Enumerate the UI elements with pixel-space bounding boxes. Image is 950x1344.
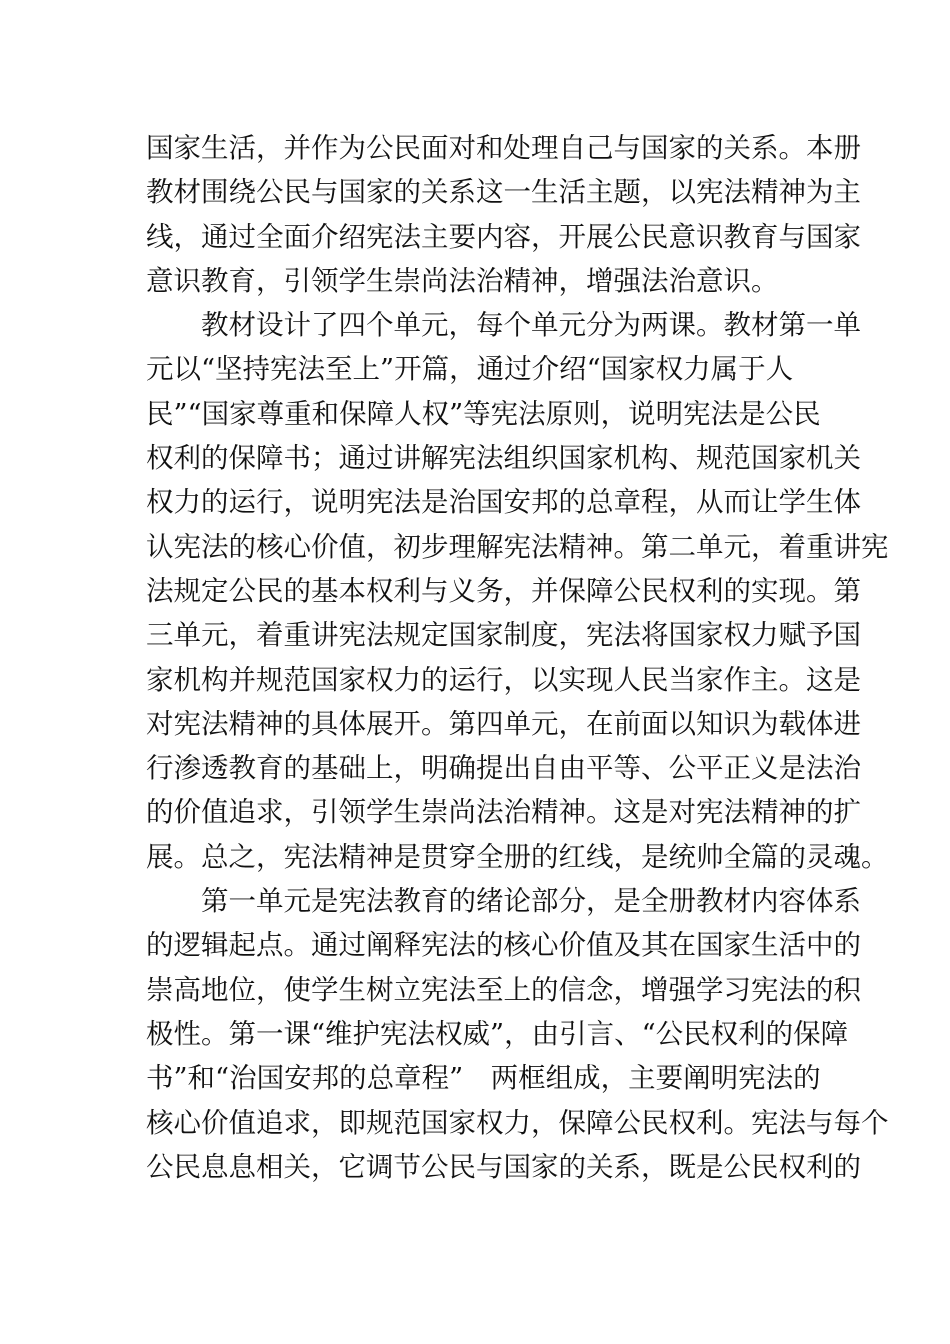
text-line: 教材围绕公民与国家的关系这一生活主题，以宪法精神为主 — [146, 176, 861, 209]
text-line: 法规定公民的基本权利与义务，并保障公民权利的实现。第 — [146, 574, 861, 607]
text-line: 家机构并规范国家权力的运行，以实现人民当家作主。这是 — [146, 663, 861, 696]
text-line: 权利的保障书；通过讲解宪法组织国家机构、规范国家机关 — [146, 442, 861, 475]
paragraph-first-line: 第一单元是宪法教育的绪论部分，是全册教材内容体系 — [201, 885, 861, 918]
text-line: 崇高地位，使学生树立宪法至上的信念，增强学习宪法的积 — [146, 973, 861, 1006]
text-line: 线，通过全面介绍宪法主要内容，开展公民意识教育与国家 — [146, 220, 861, 253]
text-line: 的逻辑起点。通过阐释宪法的核心价值及其在国家生活中的 — [146, 929, 861, 962]
body-text — [146, 126, 889, 1189]
text-line: 国家生活，并作为公民面对和处理自己与国家的关系。本册 — [146, 132, 861, 164]
text-line: 公民息息相关，它调节公民与国家的关系，既是公民权利的 — [146, 1150, 861, 1183]
text-line: 民”“国家尊重和保障人权”等宪法原则，说明宪法是公民 — [146, 397, 821, 430]
text-line: 元以“坚持宪法至上”开篇，通过介绍“国家权力属于人 — [146, 353, 794, 386]
text-line: 行渗透教育的基础上，明确提出自由平等、公平正义是法治 — [146, 752, 861, 785]
text-line: 极性。第一课“维护宪法权威”，由引言、“公民权利的保障 — [146, 1017, 849, 1050]
text-line: 对宪法精神的具体展开。第四单元，在前面以知识为载体进 — [146, 707, 861, 740]
text-line: 展。总之，宪法精神是贯穿全册的红线，是统帅全篇的灵魂。 — [146, 840, 889, 873]
text-line: 认宪法的核心价值，初步理解宪法精神。第二单元，着重讲宪 — [146, 530, 889, 563]
text-line: 书”和“治国安邦的总章程” 两框组成，主要阐明宪法的 — [146, 1062, 821, 1095]
paragraph-first-line: 教材设计了四个单元，每个单元分为两课。教材第一单 — [201, 309, 861, 342]
text-line: 意识教育，引领学生崇尚法治精神，增强法治意识。 — [146, 264, 779, 297]
text-line: 核心价值追求，即规范国家权力，保障公民权利。宪法与每个 — [146, 1106, 889, 1139]
text-line: 权力的运行，说明宪法是治国安邦的总章程，从而让学生体 — [146, 486, 861, 519]
text-line: 三单元，着重讲宪法规定国家制度，宪法将国家权力赋予国 — [146, 619, 861, 652]
text-line: 的价值追求，引领学生崇尚法治精神。这是对宪法精神的扩 — [146, 796, 861, 829]
